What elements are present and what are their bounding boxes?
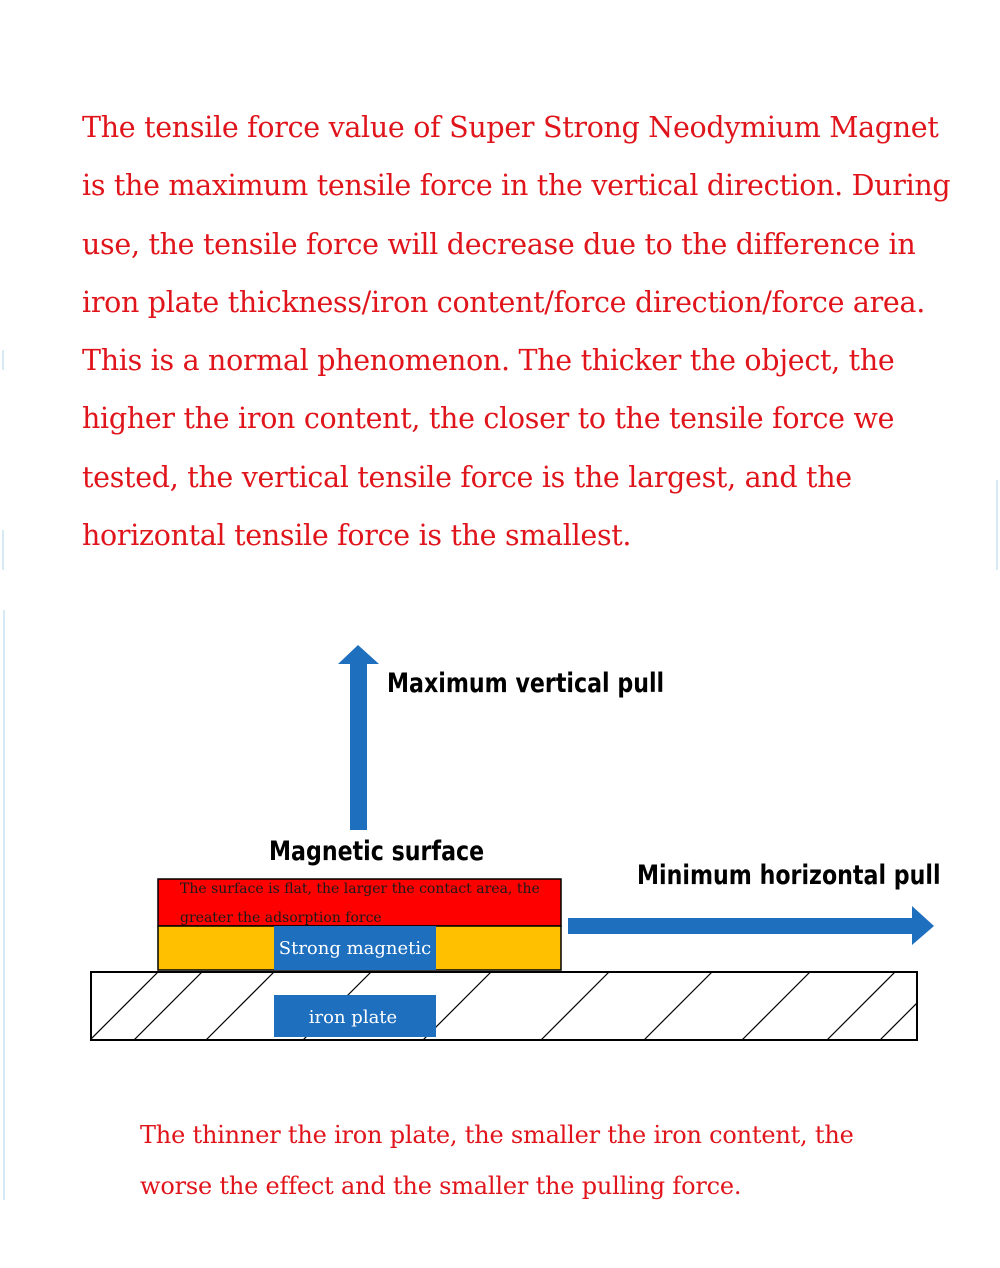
- iron-plate: [90, 972, 948, 1040]
- intro-line: tested, the vertical tensile force is the largest, and the: [82, 460, 852, 494]
- horizontal-pull-arrow: [568, 906, 934, 945]
- outro-paragraph: [140, 1110, 960, 1212]
- intro-line: iron plate thickness/iron content/force direction/force area.: [82, 285, 925, 319]
- magnetic-surface-title: Magnetic surface: [269, 836, 485, 867]
- surface-note-line-1: The surface is flat, the larger the contact area, the: [180, 881, 540, 897]
- intro-line: This is a normal phenomenon. The thicker the object, the: [82, 344, 895, 378]
- surface-note-line-2: greater the adsorption force: [180, 910, 382, 926]
- intro-line: higher the iron content, the closer to the tensile force we: [82, 402, 895, 436]
- outro-line: The thinner the iron plate, the smaller the iron content, the: [140, 1121, 854, 1149]
- outro-line: worse the effect and the smaller the pulling force.: [140, 1172, 742, 1200]
- vertical-pull-label: Maximum vertical pull: [387, 668, 665, 699]
- intro-line: The tensile force value of Super Strong Neodymium Magnet: [82, 111, 939, 144]
- vertical-pull-arrow: [338, 645, 379, 830]
- plate-label: iron plate: [308, 1007, 398, 1028]
- intro-line: is the maximum tensile force in the vertical direction. During: [82, 169, 951, 203]
- intro-line: horizontal tensile force is the smallest.: [82, 519, 632, 553]
- intro-line: use, the tensile force will decrease due to the difference in: [82, 227, 916, 261]
- horizontal-pull-label: Minimum horizontal pull: [637, 860, 941, 891]
- magnet-label: Strong magnetic: [278, 938, 432, 959]
